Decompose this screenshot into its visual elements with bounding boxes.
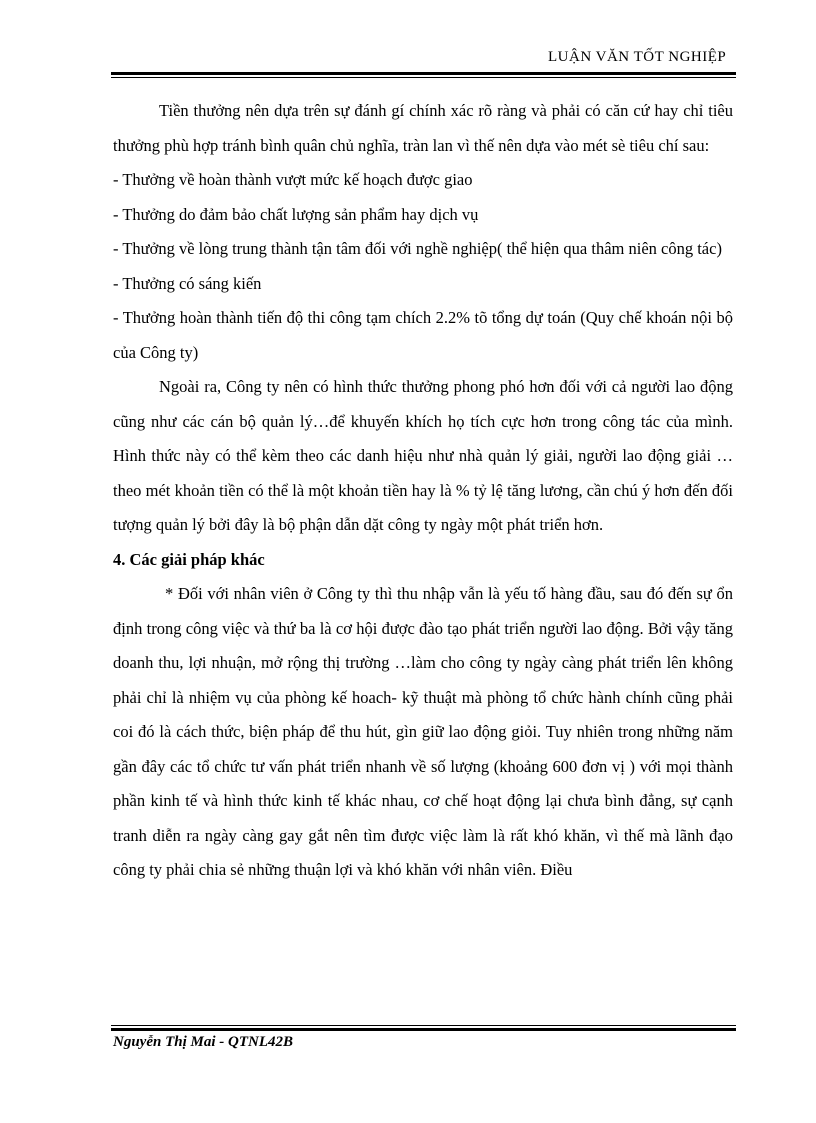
section-heading: 4. Các giải pháp khác (113, 549, 265, 569)
paragraph-other-solutions: * Đối với nhân viên ở Công ty thì thu nhập vẫn là yếu tố hàng đầu, sau đó đến sự ổn định trong công việc và thứ ba là cơ hội được đào tạo phát triển người lao động. Bởi vậy tăng doanh thu, lợi nhuận, mở rộng thị trường …làm cho công ty ngày càng phát triển lên không phải chỉ là nhiệm vụ của phòng kế hoach- kỹ thuật mà phòng tổ chức hành chính cũng phải coi đó là cách thức, biện pháp để thu hút, gìn giữ lao động giỏi. Tuy nhiên trong những năm gần đây các tổ chức tư vấn phát triển nhanh về số lượng (khoảng 600 đơn vị ) với mọi thành phần kinh tế và hình thức kinh tế khác nhau, cơ chế hoạt động lại chưa bình đẳng, sự cạnh tranh diễn ra ngày càng gay gắt nên tìm được việc làm là rất khó khăn, vì thế mà lãnh đạo công ty phải chia sẻ những thuận lợi và khó khăn với nhân viên. Điều (113, 584, 733, 879)
paragraph-bonus-intro: Tiền thưởng nên dựa trên sự đánh gí chính xác rõ ràng và phải có căn cứ hay chỉ tiêu thưởng phù hợp tránh bình quân chủ nghĩa, tràn lan vì thế nên dựa vào mét sè tiêu chí sau: (113, 101, 733, 155)
header-rule-thin (111, 77, 736, 78)
paragraph-bonus-forms: Ngoài ra, Công ty nên có hình thức thưởng phong phó hơn đối với cả người lao động cũng như các cán bộ quản lý…để khuyến khích họ tích cực hơn trong công tác của mình. Hình thức này có thể kèm theo các danh hiệu như nhà quản lý giải, người lao động giải …theo mét khoản tiền có thể là một khoản tiền hay là % tỷ lệ tăng lương, cần chú ý hơn đến đối tượng quản lý bởi đây là bộ phận dẫn dặt công ty ngày một phát triển hơn. (113, 377, 733, 534)
page-footer-author: Nguyễn Thị Mai - QTNL42B (113, 1034, 293, 1050)
footer-rule-thick (111, 1028, 736, 1031)
list-item-bonus-initiative: - Thưởng có sáng kiến (113, 273, 262, 293)
list-item-bonus-quality: - Thưởng do đảm bảo chất lượng sản phẩm hay dịch vụ (113, 204, 479, 224)
list-item-bonus-plan: - Thưởng về hoàn thành vượt mức kế hoạch được giao (113, 170, 473, 189)
page-body (113, 94, 733, 888)
header-rule-thick (111, 72, 736, 75)
footer-rule-thin (111, 1025, 736, 1026)
list-item-bonus-progress: - Thưởng hoàn thành tiến độ thi công tạm chích 2.2% tõ tổng dự toán (Quy chế khoán nội bộ của Công ty) (113, 308, 733, 362)
page-header-title: LUẬN VĂN TỐT NGHIỆP (548, 49, 727, 65)
list-item-bonus-loyalty: - Thưởng về lòng trung thành tận tâm đối với nghề nghiệp( thể hiện qua thâm niên công tác) (113, 239, 722, 258)
